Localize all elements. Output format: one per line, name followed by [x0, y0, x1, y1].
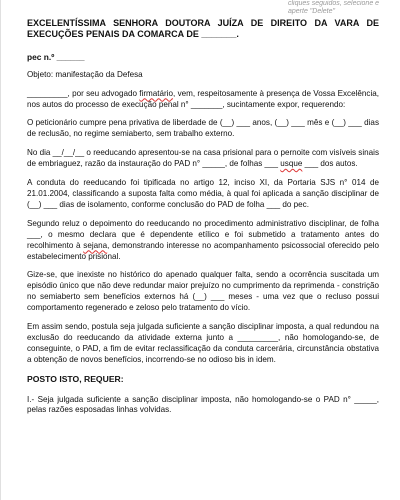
spellcheck-word: firmatário [139, 88, 174, 98]
objeto-line: Objeto: manifestação da Defesa [27, 69, 143, 79]
edit-hint: cliques seguidos, selecione e aperte "Delete" [288, 0, 380, 15]
paragraph-depoimento [27, 219, 379, 263]
spellcheck-word: usque [280, 159, 303, 169]
paragraph-conduta: A conduta do reeducando foi tipificada no artigo 12, inciso XI, da Portaria SJS n° 014 de 21.01.2004, classificando a suposta falta como média, à qual foi aplicada a sanção disciplinar de (__) ___ dias de isolamento, conforme conclusão do PAD de folha ___ do pec. [27, 178, 379, 209]
ocorrencia-text-after: ___ dos autos. [302, 159, 358, 169]
depoimento-text-before: Segundo reluz o depoimento do reeducando no procedimento administrativo disciplinar, de folha ___, o mesmo declara que é dependente etílico e foi submetido a tratamento antes do recolhimento à [27, 218, 379, 250]
petition-heading: EXCELENTÍSSIMA SENHORA DOUTORA JUÍZA DE DIREITO DA VARA DE EXECUÇÕES PENAIS DA COMARCA DE _______. [27, 18, 379, 39]
pec-number: pec n.º ______ [27, 51, 85, 62]
paragraph-intro [27, 89, 379, 111]
paragraph-postulacao: Em assim sendo, postula seja julgada suficiente a sanção disciplinar imposta, a qual redundou na exclusão do reeducando da atividade externa junto a _________, não homologando-se, de conseguinte, o PAD, a fim de evitar reclassificação da conduta carcerária, circunstância obstativa a obtenção de novos benefícios, incorrendo-se no odioso bis in idem. [27, 322, 379, 364]
section-heading-requer: POSTO ISTO, REQUER: [27, 373, 124, 384]
depoimento-text-after: , demonstrando interesse no acompanhamento psicossocial oferecido pelo estabelecimento prisional. [27, 240, 380, 261]
document-body [1, 18, 400, 424]
intro-text-before: _________, por seu advogado [27, 88, 140, 98]
paragraph-historico: Gize-se, que inexiste no histórico do apenado qualquer falta, sendo a ocorrência suscitada um episódio único que não deve redundar maior prejuízo no cumprimento da reprimenda - constrição no semiaberto sem benefícios externos há (__) ___ meses - uma vez que o recluso possui comportamento regenerado e zeloso pelo tratamento do vício. [27, 270, 379, 313]
paragraph-pena: O peticionário cumpre pena privativa de liberdade de (__) ___ anos, (__) ___ mês e (__) ___ dias de reclusão, no regime semiaberto, sem trabalho externo. [27, 118, 379, 139]
intro-text-after: , vem, respeitosamente à presença de Vossa Excelência, nos autos do processo de execução penal n° _______, sucintamente expor, requerendo: [27, 88, 379, 109]
paragraph-requerimento-1: I.- Seja julgada suficiente a sanção disciplinar imposta, não homologando-se o PAD n° _____, pelas razões esposadas linhas volvidas. [27, 394, 379, 415]
spellcheck-word: sejana [83, 240, 108, 250]
paragraph-ocorrencia [27, 148, 379, 170]
ocorrencia-text-before: No dia __/__/__ o reeducando apresentou-se na casa prisional para o pernoite com visíveis sinais de embriaguez, razão da instauração do PAD n° _____, de folhas ___ [27, 148, 379, 169]
